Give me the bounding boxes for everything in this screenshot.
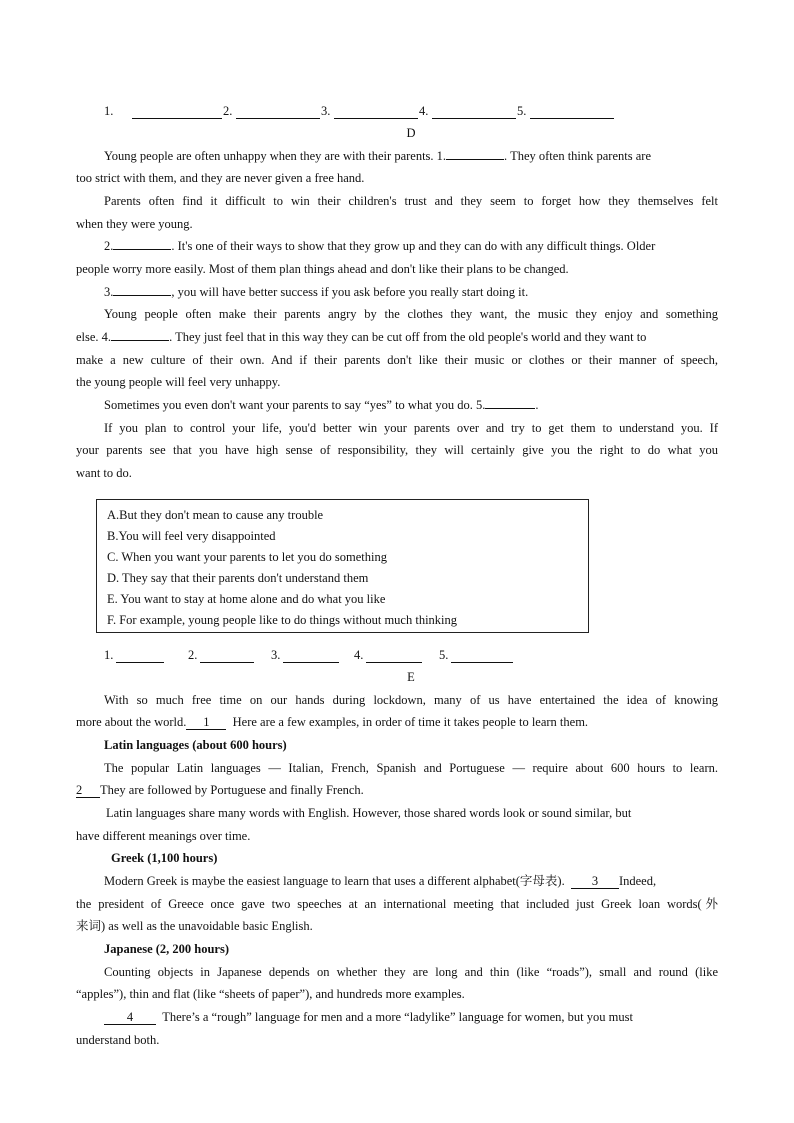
option-a: A.But they don't mean to cause any trouble	[107, 508, 324, 522]
section-d-p3-line2: people worry more easily. Most of them plan things ahead and don't like their plans to be changed.	[76, 262, 569, 276]
latin-line2: 2 They are followed by Portuguese and finally French.	[76, 783, 364, 797]
section-e-p1-line1: With so much free time on our hands during lockdown, many of us have entertained the idea of knowing	[104, 693, 718, 707]
blank-d-1[interactable]	[446, 145, 504, 160]
d-answer-label-4: 4.	[354, 648, 364, 662]
answer-blank-5[interactable]	[530, 104, 614, 119]
japanese-line2: “apples”), thin and flat (like “sheets of paper”), and hundreds more examples.	[76, 987, 465, 1001]
section-d-p5-line1: Young people often make their parents angry by the clothes they want, the music they enjoy and something	[104, 307, 718, 321]
blank-d-2[interactable]	[113, 235, 171, 250]
option-f: F. For example, young people like to do things without much thinking	[107, 613, 458, 627]
blank-e-1[interactable]: 1	[186, 715, 226, 730]
answer-label-3: 3.	[321, 104, 331, 118]
option-b: B.You will feel very disappointed	[107, 529, 276, 543]
option-c: C. When you want your parents to let you do something	[107, 550, 387, 564]
greek-line3: 来词) as well as the unavoidable basic English.	[76, 919, 313, 933]
answer-label-4: 4.	[419, 104, 429, 118]
blank-d-3[interactable]	[113, 281, 171, 296]
section-d-p2-line1: Parents often find it difficult to win their children's trust and they seem to forget how they themselves felt	[104, 194, 718, 208]
japanese-line4: understand both.	[76, 1033, 160, 1047]
section-d-p4: 3. , you will have better success if you ask before you really start doing it.	[104, 281, 718, 304]
section-d-letter: D	[406, 126, 416, 140]
heading-latin-languages: Latin languages (about 600 hours)	[104, 738, 287, 752]
d-answer-blank-5[interactable]	[451, 648, 513, 663]
blank-d-4[interactable]	[111, 326, 169, 341]
option-e: E. You want to stay at home alone and do what you like	[107, 592, 386, 606]
answer-label-5: 5.	[517, 104, 527, 118]
d-answer-blank-3[interactable]	[283, 648, 339, 663]
latin-line4: have different meanings over time.	[76, 829, 251, 843]
section-d-p1-line1: Young people are often unhappy when they are with their parents. 1. . They often think parents are	[104, 145, 718, 168]
section-d-p7-line3: want to do.	[76, 466, 132, 480]
section-e-letter: E	[407, 670, 415, 684]
answer-blank-2[interactable]	[236, 104, 320, 119]
japanese-line1: Counting objects in Japanese depends on whether they are long and thin (like “roads”), small and round (like	[104, 965, 718, 979]
d-answer-label-1: 1.	[104, 648, 114, 662]
d-answer-blank-2[interactable]	[200, 648, 254, 663]
blank-d-5[interactable]	[485, 394, 535, 409]
section-d-p6: Sometimes you even don't want your parents to say “yes” to what you do. 5. .	[104, 394, 718, 417]
answer-label-1: 1.	[104, 104, 114, 118]
d-answer-label-2: 2.	[188, 648, 198, 662]
d-answer-blank-4[interactable]	[366, 648, 422, 663]
answer-label-2: 2.	[223, 104, 233, 118]
heading-greek: Greek (1,100 hours)	[111, 851, 218, 865]
section-d-p2-line2: when they were young.	[76, 217, 193, 231]
greek-line1: Modern Greek is maybe the easiest language to learn that uses a different alphabet(字母表). 3 Indeed,	[104, 874, 657, 888]
heading-japanese: Japanese (2, 200 hours)	[104, 942, 230, 956]
d-answer-label-3: 3.	[271, 648, 281, 662]
blank-e-4[interactable]: 4	[104, 1010, 156, 1025]
option-d: D. They say that their parents don't understand them	[107, 571, 369, 585]
blank-e-3[interactable]: 3	[571, 874, 619, 889]
section-d-p5-line3: make a new culture of their own. And if their parents don't like their music or clothes or their manner of speech,	[76, 353, 718, 367]
answer-blank-1[interactable]	[132, 104, 222, 119]
d-answer-label-5: 5.	[439, 648, 449, 662]
section-d-p5-line4: the young people will feel very unhappy.	[76, 375, 281, 389]
section-d-p1-line2: too strict with them, and they are never given a free hand.	[76, 171, 365, 185]
section-e-p1-line2: more about the world. 1 Here are a few examples, in order of time it takes people to learn them.	[76, 715, 589, 729]
answer-blank-4[interactable]	[432, 104, 516, 119]
d-answer-blank-1[interactable]	[116, 648, 164, 663]
greek-line2: the president of Greece once gave two speeches at an international meeting that included just Greek loan words(外	[76, 897, 718, 911]
section-d-p7-line2: your parents see that you have high sense of responsibility, they will certainly give you the right to do what you	[76, 443, 718, 457]
section-d-p5-line2: else. 4. . They just feel that in this way they can be cut off from the old people's world and they want to	[76, 326, 718, 349]
section-d-p7-line1: If you plan to control your life, you'd better win your parents over and try to get them to understand you. If	[104, 421, 718, 435]
japanese-line3: 4 There’s a “rough” language for men and a more “ladylike” language for women, but you must	[104, 1006, 718, 1029]
latin-line1: The popular Latin languages — Italian, French, Spanish and Portuguese — require about 600 hours to learn.	[104, 761, 718, 775]
answer-blank-3[interactable]	[334, 104, 418, 119]
latin-line3: Latin languages share many words with English. However, those shared words look or sound similar, but	[106, 806, 632, 820]
options-box	[96, 499, 589, 633]
blank-e-2[interactable]: 2	[76, 783, 100, 798]
section-d-p3-line1: 2. . It's one of their ways to show that they grow up and they can do with any difficult things. Older	[104, 235, 718, 258]
